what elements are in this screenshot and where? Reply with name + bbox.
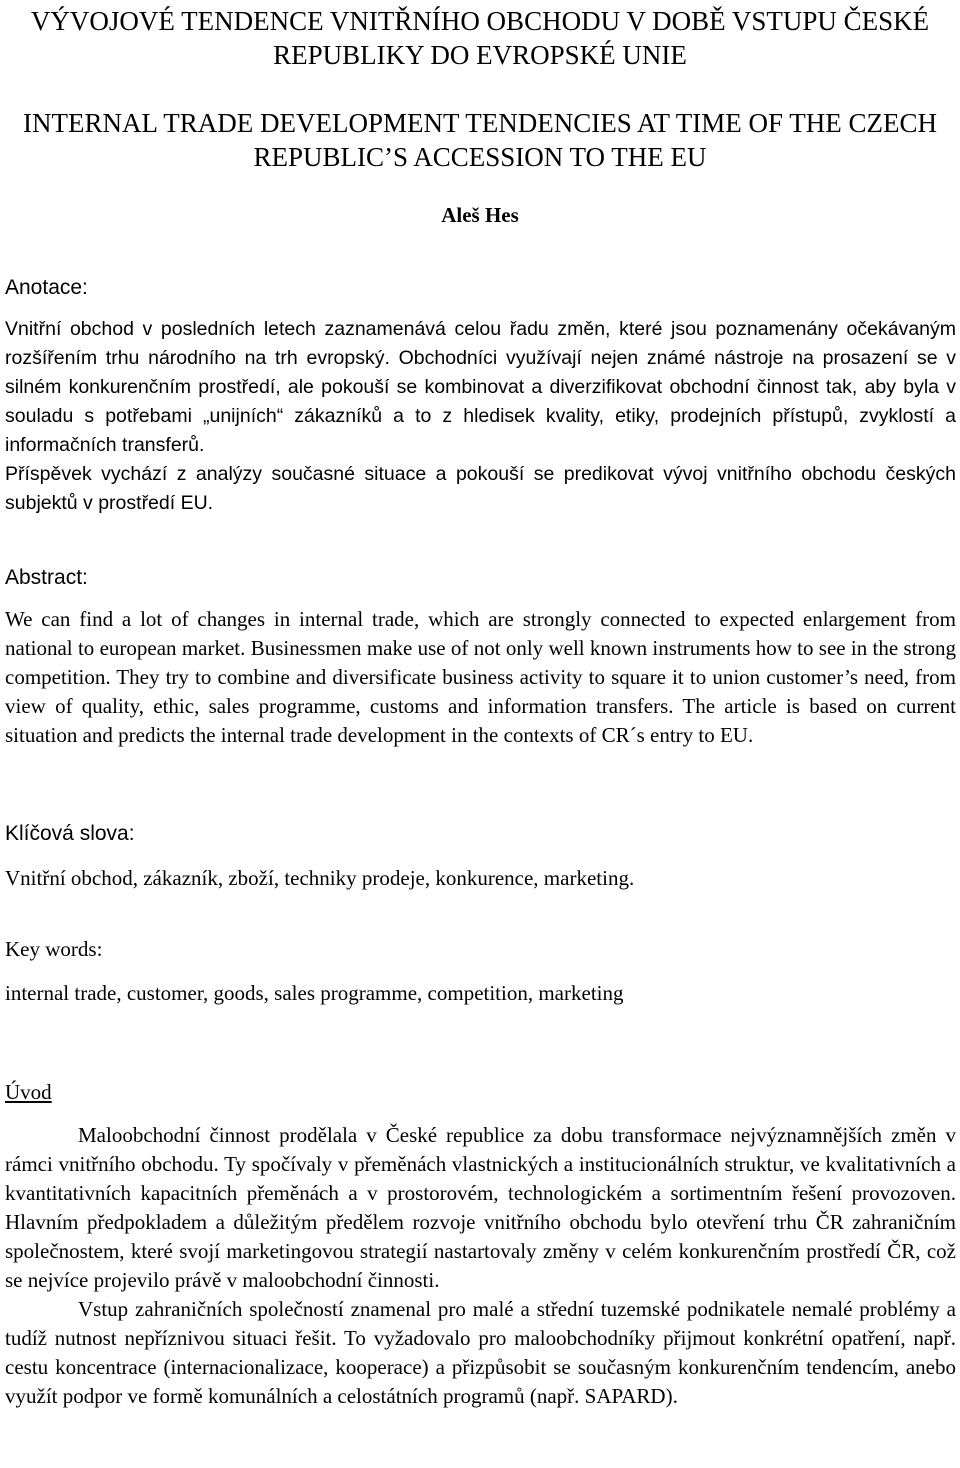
keywords-en-heading: Key words: xyxy=(5,937,103,961)
anotace-heading: Anotace: xyxy=(5,276,88,299)
abstract-text: We can find a lot of changes in internal trade, which are strongly connected to expected enlargement from national to european market. Businessmen make use of not only well known instruments how to see in the strong competition. They try to combine and diversificate business activity to square it to union customer’s need, from view of quality, ethic, sales programme, customs and information transfers. The article is based on current situation and predicts the internal trade development in the contexts of CR´s entry to EU. xyxy=(5,607,956,747)
abstract-heading: Abstract: xyxy=(5,566,88,589)
anotace-paragraph-2: Příspěvek vychází z analýzy současné situace a pokouší se predikovat vývoj vnitřního obchodu českých subjektů v prostředí EU. xyxy=(5,463,956,514)
anotace-paragraph-1: Vnitřní obchod v posledních letech zaznamenává celou řadu změn, které jsou poznamenány očekávaným rozšířením trhu národního na trh evropský. Obchodníci využívají nejen známé nástroje na prosazení se v silném konkurenčním prostředí, ale pokouší se kombinovat a diverzifikovat obchodní činnost tak, aby byla v souladu s potřebami „unijních“ zákazníků a to z hledisek kvality, etiky, prodejních přístupů, zvyklostí a informačních transferů. xyxy=(5,318,956,456)
title-czech: VÝVOJOVÉ TENDENCE VNITŘNÍHO OBCHODU V DOBĚ VSTUPU ČESKÉ REPUBLIKY DO EVROPSKÉ UNIE xyxy=(30,6,930,70)
uvod-section xyxy=(5,1121,956,1411)
uvod-paragraph-2: Vstup zahraničních společností znamenal pro malé a střední tuzemské podnikatele nemalé problémy a tudíž nutnost nepříznivou situaci řešit. To vyžadovalo pro maloobchodníky přijmout konkrétní opatření, např. cestu koncentrace (internacionalizace, kooperace) a přizpůsobit se současným konkurenčním tendencím, anebo využít podpor ve formě komunálních a celostátních programů (např. SAPARD). xyxy=(5,1297,956,1408)
anotace-section xyxy=(5,315,956,518)
author-name: Aleš Hes xyxy=(441,203,519,227)
keywords-en-text: internal trade, customer, goods, sales programme, competition, marketing xyxy=(5,981,624,1005)
title-english: INTERNAL TRADE DEVELOPMENT TENDENCIES AT TIME OF THE CZECH REPUBLIC’S ACCESSION TO THE EU xyxy=(23,108,937,172)
uvod-paragraph-1: Maloobchodní činnost prodělala v České republice za dobu transformace nejvýznamnějších změn v rámci vnitřního obchodu. Ty spočívaly v přeměnách vlastnických a institucionálních struktur, ve kvalitativních a kvantitativních kapacitních přeměnách a v prostorovém, technologickém a sortimentním řešení provozoven. Hlavním předpokladem a důležitým předělem rozvoje vnitřního obchodu bylo otevření trhu ČR zahraničním společnostem, které svojí marketingovou strategií nastartovaly změny v celém konkurenčním prostředí ČR, což se nejvíce projevilo právě v maloobchodní činnosti. xyxy=(5,1123,956,1292)
keywords-cz-text: Vnitřní obchod, zákazník, zboží, techniky prodeje, konkurence, marketing. xyxy=(5,866,635,890)
keywords-cz-heading: Klíčová slova: xyxy=(5,822,135,845)
uvod-heading: Úvod xyxy=(5,1080,52,1104)
